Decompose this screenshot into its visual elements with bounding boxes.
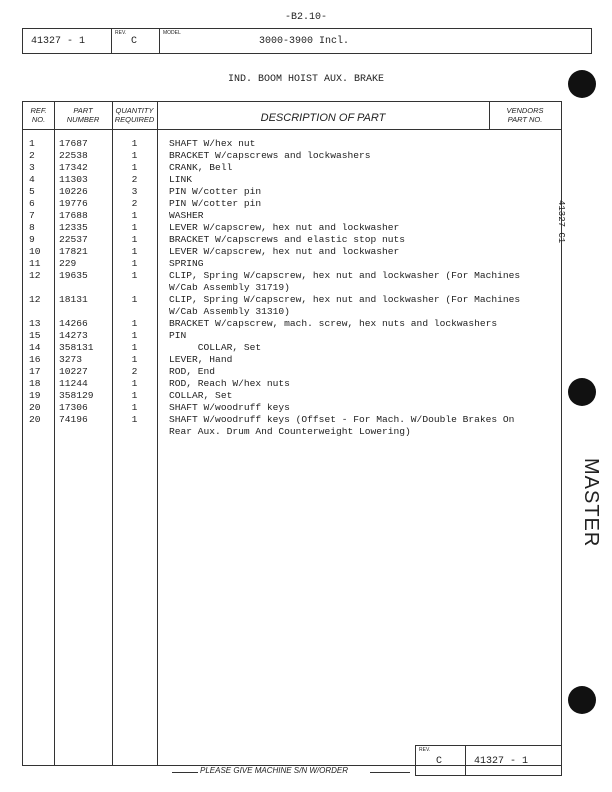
quantity-cell: 1 [131, 162, 138, 173]
description-cell: ROD, Reach W/hex nuts [169, 378, 290, 389]
part-number-cell: 14266 [59, 318, 88, 329]
part-number-cell: 11303 [59, 174, 88, 185]
ref-no-cell: 6 [29, 198, 35, 209]
footer-rev: C [436, 756, 443, 767]
quantity-cell: 1 [131, 294, 138, 305]
quantity-cell: 3 [131, 186, 138, 197]
master-stamp: MASTER [580, 458, 602, 548]
quantity-cell: 1 [131, 414, 138, 425]
description-cell: WASHER [169, 210, 204, 221]
part-number-cell: 22537 [59, 234, 88, 245]
table-row [23, 186, 561, 198]
footer-rev-label: REV. [419, 747, 431, 753]
table-row [23, 270, 561, 294]
ref-no-cell: 11 [29, 258, 41, 269]
footer-part-number: 41327 - 1 [474, 756, 529, 767]
table-row [23, 162, 561, 174]
table-row [23, 246, 561, 258]
quantity-cell: 1 [131, 342, 138, 353]
table-row [23, 138, 561, 150]
quantity-cell: 1 [131, 246, 138, 257]
header-rev-label: REV. [115, 30, 127, 36]
description-cell: SHAFT W/woodruff keys [169, 402, 290, 413]
page-number: -B2.10- [284, 12, 327, 23]
description-cell: LEVER W/capscrew, hex nut and lockwasher [169, 246, 400, 257]
quantity-cell: 2 [131, 366, 138, 377]
table-row [23, 222, 561, 234]
description-cell: CLIP, Spring W/capscrew, hex nut and lockwasher (For Machines [169, 294, 521, 305]
ref-no-cell: 17 [29, 366, 41, 377]
ref-no-cell: 13 [29, 318, 41, 329]
part-number-cell: 17306 [59, 402, 88, 413]
quantity-cell: 1 [131, 222, 138, 233]
table-row [23, 390, 561, 402]
binder-hole-bottom [568, 686, 596, 714]
header-quantity: QUANTITY REQUIRED [114, 106, 155, 124]
quantity-cell: 1 [131, 138, 138, 149]
part-number-cell: 17687 [59, 138, 88, 149]
description-cell: LEVER W/capscrew, hex nut and lockwasher [169, 222, 400, 233]
description-cell: ROD, End [169, 366, 216, 377]
table-row [23, 258, 561, 270]
quantity-cell: 1 [131, 390, 138, 401]
table-row [23, 414, 561, 438]
quantity-cell: 1 [131, 330, 138, 341]
header-part-number: 41327 - 1 [31, 36, 86, 47]
part-number-cell: 14273 [59, 330, 88, 341]
description-cell: CLIP, Spring W/capscrew, hex nut and lockwasher (For Machines [169, 270, 521, 281]
ref-no-cell: 1 [29, 138, 35, 149]
binder-hole-middle [568, 378, 596, 406]
quantity-cell: 2 [131, 198, 138, 209]
ref-no-cell: 5 [29, 186, 35, 197]
table-row [23, 150, 561, 162]
part-number-cell: 12335 [59, 222, 88, 233]
header-rev: C [131, 36, 138, 47]
description-cell: Rear Aux. Drum And Counterweight Lowering) [169, 426, 411, 437]
table-row [23, 234, 561, 246]
table-row [23, 174, 561, 186]
quantity-cell: 1 [131, 354, 138, 365]
part-number-cell: 17342 [59, 162, 88, 173]
ref-no-cell: 14 [29, 342, 41, 353]
ref-no-cell: 15 [29, 330, 41, 341]
ref-no-cell: 18 [29, 378, 41, 389]
description-cell: BRACKET W/capscrews and elastic stop nuts [169, 234, 406, 245]
ref-no-cell: 4 [29, 174, 35, 185]
section-title: IND. BOOM HOIST AUX. BRAKE [227, 74, 385, 85]
description-cell: LEVER, Hand [169, 354, 233, 365]
quantity-cell: 1 [131, 150, 138, 161]
quantity-cell: 1 [131, 210, 138, 221]
ref-no-cell: 19 [29, 390, 41, 401]
table-row [23, 210, 561, 222]
table-row [23, 366, 561, 378]
footer-notice: PLEASE GIVE MACHINE S/N W/ORDER [200, 766, 349, 775]
header-model-label: MODEL [163, 30, 181, 36]
header-part-number: PART NUMBER [66, 106, 100, 124]
quantity-cell: 1 [131, 258, 138, 269]
quantity-cell: 1 [131, 378, 138, 389]
quantity-cell: 2 [131, 174, 138, 185]
description-cell: BRACKET W/capscrews and lockwashers [169, 150, 371, 161]
ref-no-cell: 10 [29, 246, 41, 257]
part-number-cell: 10227 [59, 366, 88, 377]
ref-no-cell: 12 [29, 270, 41, 281]
margin-vertical-code: 41327 C1 [556, 200, 566, 244]
table-row [23, 402, 561, 414]
description-cell: PIN W/cotter pin [169, 186, 262, 197]
description-cell: W/Cab Assembly 31719) [169, 282, 290, 293]
part-number-cell: 3273 [59, 354, 83, 365]
table-body [23, 138, 561, 758]
quantity-cell: 1 [131, 402, 138, 413]
table-row [23, 294, 561, 318]
header-box [22, 28, 592, 54]
table-row [23, 330, 561, 342]
description-cell: COLLAR, Set [169, 342, 262, 353]
part-number-cell: 22538 [59, 150, 88, 161]
parts-table [22, 101, 562, 766]
part-number-cell: 358129 [59, 390, 94, 401]
ref-no-cell: 12 [29, 294, 41, 305]
ref-no-cell: 7 [29, 210, 35, 221]
description-cell: COLLAR, Set [169, 390, 233, 401]
part-number-cell: 74196 [59, 414, 88, 425]
part-number-cell: 358131 [59, 342, 94, 353]
header-vendors: VENDORS PART NO. [506, 106, 544, 124]
table-row [23, 318, 561, 330]
description-cell: W/Cab Assembly 31310) [169, 306, 290, 317]
part-number-cell: 229 [59, 258, 77, 269]
table-row [23, 378, 561, 390]
part-number-cell: 19776 [59, 198, 88, 209]
ref-no-cell: 20 [29, 414, 41, 425]
description-cell: PIN W/cotter pin [169, 198, 262, 209]
part-number-cell: 11244 [59, 378, 88, 389]
part-number-cell: 17688 [59, 210, 88, 221]
header-model: 3000-3900 Incl. [259, 36, 350, 47]
ref-no-cell: 9 [29, 234, 35, 245]
ref-no-cell: 8 [29, 222, 35, 233]
part-number-cell: 10226 [59, 186, 88, 197]
footer-box [415, 745, 562, 776]
ref-no-cell: 3 [29, 162, 35, 173]
description-cell: SHAFT W/hex nut [169, 138, 256, 149]
table-row [23, 354, 561, 366]
part-number-cell: 18131 [59, 294, 88, 305]
binder-hole-top [568, 70, 596, 98]
description-cell: PIN [169, 330, 187, 341]
description-cell: LINK [169, 174, 193, 185]
quantity-cell: 1 [131, 234, 138, 245]
part-number-cell: 17821 [59, 246, 88, 257]
description-cell: SPRING [169, 258, 204, 269]
header-description: DESCRIPTION OF PART [260, 112, 386, 124]
table-row [23, 198, 561, 210]
description-cell: BRACKET W/capscrew, mach. screw, hex nuts and lockwashers [169, 318, 498, 329]
part-number-cell: 19635 [59, 270, 88, 281]
quantity-cell: 1 [131, 318, 138, 329]
table-row [23, 342, 561, 354]
description-cell: SHAFT W/woodruff keys (Offset - For Mach. W/Double Brakes On [169, 414, 515, 425]
ref-no-cell: 16 [29, 354, 41, 365]
description-cell: CRANK, Bell [169, 162, 233, 173]
header-ref-no: REF. NO. [30, 106, 47, 124]
ref-no-cell: 2 [29, 150, 35, 161]
ref-no-cell: 20 [29, 402, 41, 413]
quantity-cell: 1 [131, 270, 138, 281]
